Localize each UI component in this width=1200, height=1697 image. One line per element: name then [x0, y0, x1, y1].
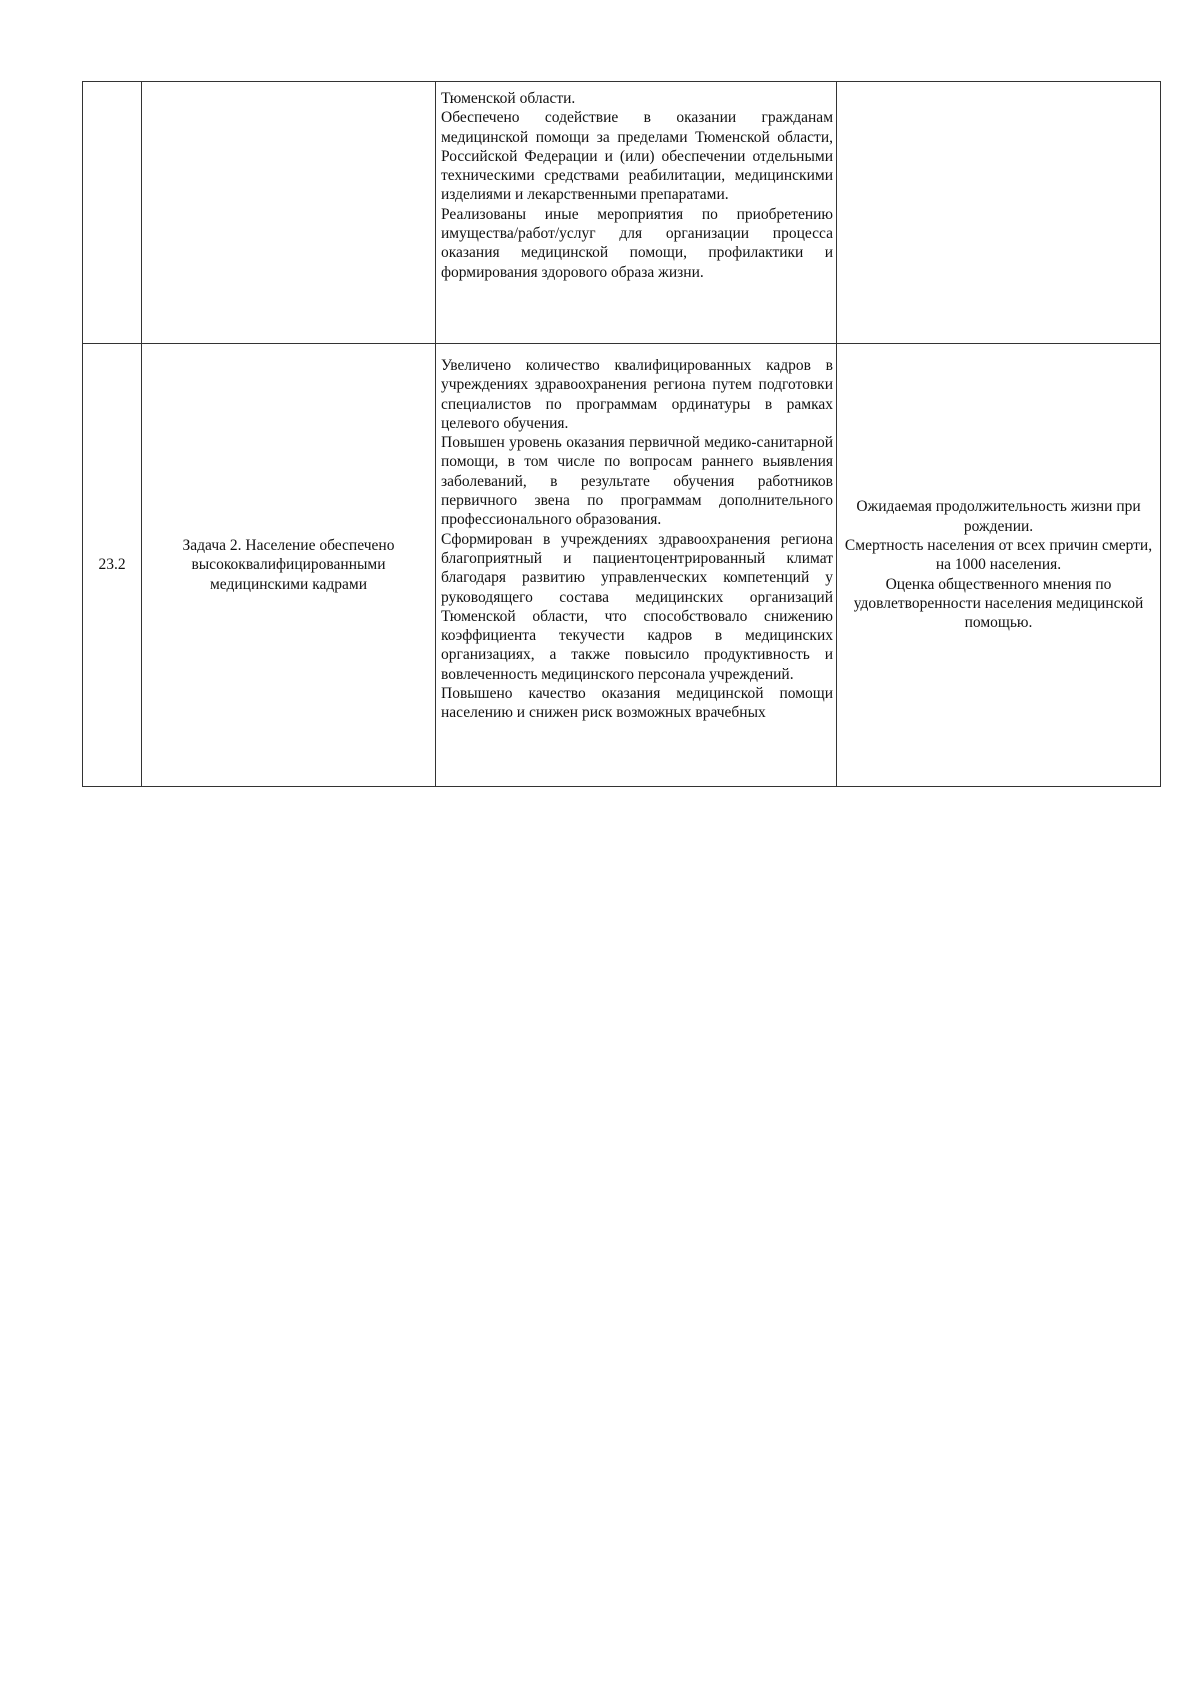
row-number-cell: 23.2: [83, 344, 142, 787]
table-row: [83, 82, 1161, 344]
indicator-item: Смертность населения от всех причин смерти, на 1000 населения.: [844, 537, 1153, 574]
row-number-cell: [83, 82, 142, 344]
indicators-cell: [837, 344, 1161, 787]
indicator-item: Ожидаемая продолжительность жизни при рождении.: [856, 498, 1141, 535]
result-paragraph: Увеличено количество квалифицированных кадров в учреждениях здравоохранения региона путем подготовки специалистов по программам ординатуры в рамках целевого обучения.: [441, 357, 833, 432]
result-paragraph: Обеспечено содействие в оказании гражданам медицинской помощи за пределами Тюменской области, Российской Федерации и (или) обеспечении отдельными техническими средствами реабилитации, медицинскими изделиями и лекарственными препаратами.: [441, 109, 833, 204]
result-paragraph: Повышен уровень оказания первичной медико-санитарной помощи, в том числе по вопросам раннего выявления заболеваний, в результате обучения работников первичного звена по программам дополнительного профессионального образования.: [441, 434, 833, 529]
results-cell: [436, 82, 837, 344]
indicator-item: Оценка общественного мнения по удовлетворенности населения медицинской помощью.: [853, 575, 1144, 632]
measures-table: [82, 81, 1161, 787]
task-cell: [142, 82, 436, 344]
table-row: [83, 344, 1161, 787]
indicators-cell: [837, 82, 1161, 344]
result-paragraph: Реализованы иные мероприятия по приобретению имущества/работ/услуг для организации процесса оказания медицинской помощи, профилактики и формирования здорового образа жизни.: [441, 205, 833, 281]
result-paragraph: Повышено качество оказания медицинской помощи населению и снижен риск возможных врачебных: [441, 685, 833, 722]
task-cell: Задача 2. Население обеспечено высококвалифицированными медицинскими кадрами: [142, 344, 436, 787]
result-paragraph: Сформирован в учреждениях здравоохранения региона благоприятный и пациентоцентрированный климат благодаря развитию управленческих компетенций у руководящего состава медицинских организаций Тюменской области, что способствовало снижению коэффициента текучести кадров в медицинских организациях, а также повысило продуктивность и вовлеченность медицинского персонала учреждений.: [441, 530, 833, 683]
results-cell: [436, 344, 837, 787]
result-paragraph: Тюменской области.: [441, 90, 576, 107]
